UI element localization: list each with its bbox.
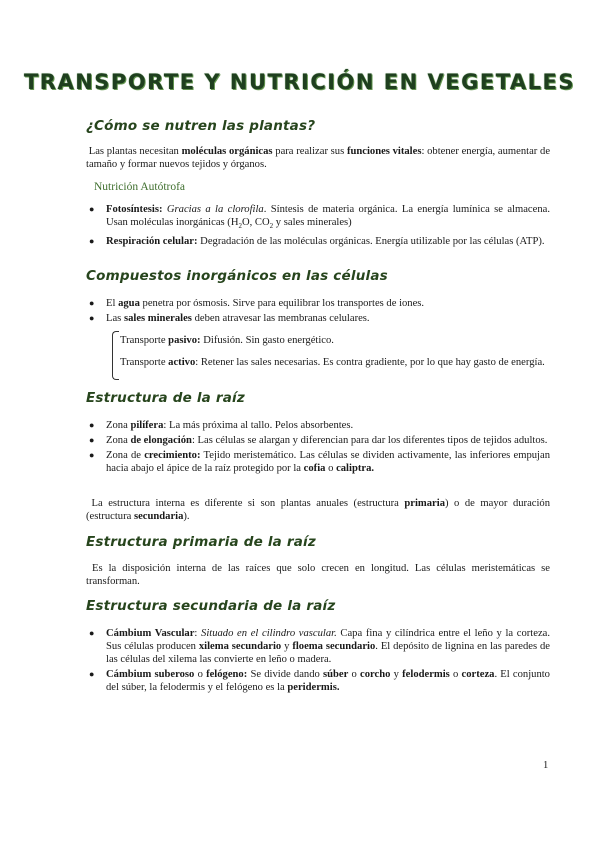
paragraph-nutren: Las plantas necesitan moléculas orgánicas para realizar sus funciones vitales: obtener energía, aumentar de tamaño y formar nuevos tejidos y órganos. [86, 146, 551, 170]
bullet-icon: ● [89, 628, 95, 638]
heading-estructura-raiz: Estructura de la raíz [86, 390, 245, 406]
paragraph-estructura-interna: La estructura interna es diferente si son plantas anuales (estructura primaria) o de mayor duración (estructura secundaria). [86, 498, 551, 522]
transporte-activo: Transporte activo: Retener las sales necesarias. Es contra gradiente, por lo que hay gasto de energía. [120, 357, 545, 368]
list-item: ● Respiración celular: Degradación de las moléculas orgánicas. Energía utilizable por las células (ATP). [89, 236, 545, 248]
page-title: TRANSPORTE Y NUTRICIÓN EN VEGETALES [23, 70, 576, 94]
bullet-icon: ● [89, 450, 95, 460]
list-item: ● Zona de crecimiento: Tejido meristemático. Las células se dividen activamente, las inferiores empujan hacia abajo el ápice de la raíz protegido por la cofia o caliptra. [89, 450, 550, 474]
list-item: ● Zona pilífera: La más próxima al tallo. Pelos absorbentes. [89, 420, 354, 431]
list-item: ● Zona de elongación: Las células se alargan y diferencian para dar los diferentes tipos de tejidos adultos. [89, 435, 548, 446]
heading-inorganicos: Compuestos inorgánicos en las células [86, 268, 388, 284]
page-number: 1 [543, 760, 549, 771]
bullet-icon: ● [89, 435, 95, 445]
bullet-icon: ● [89, 420, 95, 430]
heading-estructura-secundaria: Estructura secundaria de la raíz [86, 598, 336, 614]
transporte-pasivo: Transporte pasivo: Difusión. Sin gasto energético. [120, 335, 334, 346]
subheading-nutricion-autotrofa: Nutrición Autótrofa [94, 181, 186, 193]
bullet-icon: ● [89, 313, 95, 323]
paragraph-estructura-primaria: Es la disposición interna de las raíces que solo crecen en longitud. Las células meristemáticas se transforman. [86, 563, 550, 587]
list-zonas-raiz [86, 419, 550, 477]
bullet-icon: ● [89, 298, 95, 308]
list-item: ● Fotosíntesis: Gracias a la clorofila. Síntesis de materia orgánica. La energía lumínica se almacena. Usan moléculas inorgánicas ($H_2O$, $CO_2$ y sales minerales) [89, 204, 550, 231]
bullet-icon: ● [89, 204, 95, 214]
list-item: ● El agua penetra por ósmosis. Sirve para equilibrar los transportes de iones. [89, 298, 425, 309]
bullet-icon: ● [89, 236, 95, 247]
list-inorganicos [86, 297, 550, 327]
bracket-brace [112, 331, 119, 380]
heading-estructura-primaria: Estructura primaria de la raíz [86, 534, 316, 550]
list-item: ● Cámbium Vascular: Situado en el cilindro vascular. Capa fina y cilíndrica entre el leño y la corteza. Sus células producen xilema secundario y floema secundario. El depósito de lignina en las paredes de las células del xilema las convierte en leño o madera. [89, 628, 550, 665]
list-item: ● Las sales minerales deben atravesar las membranas celulares. [89, 313, 370, 324]
list-estructura-secundaria [86, 627, 550, 696]
list-nutricion [86, 203, 550, 250]
heading-nutren: ¿Cómo se nutren las plantas? [86, 118, 316, 134]
list-item: ● Cámbium suberoso o felógeno: Se divide dando súber o corcho y felodermis o corteza. El conjunto del súber, la felodermis y el felógeno es la peridermis. [89, 669, 550, 693]
bullet-icon: ● [89, 669, 95, 679]
